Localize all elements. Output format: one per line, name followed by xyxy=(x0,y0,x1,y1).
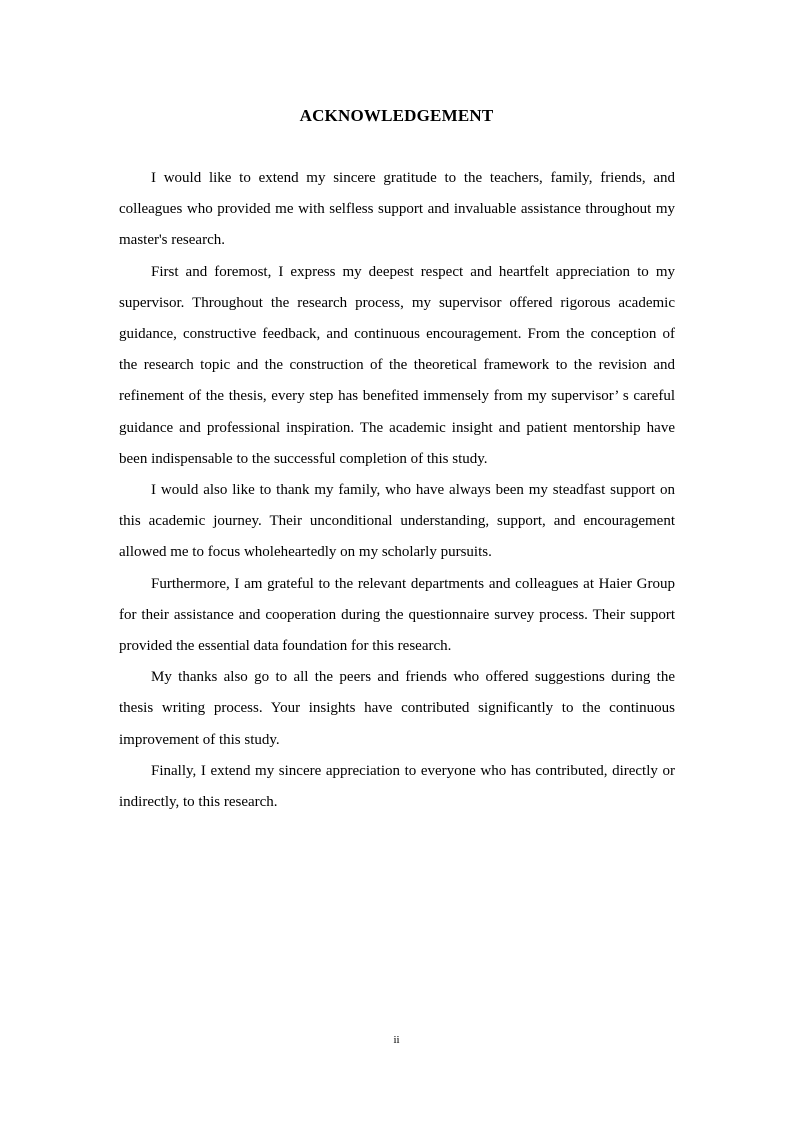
paragraph-final-thanks: Finally, I extend my sincere appreciation to everyone who has contributed, directly or indirectly, to this research. xyxy=(119,762,675,811)
acknowledgement-body xyxy=(119,163,675,818)
paragraph-gratitude: I would like to extend my sincere gratitude to the teachers, family, friends, and colleagues who provided me with selfless support and invaluable assistance throughout my master's research. xyxy=(119,170,675,249)
paragraph-haier-group: Furthermore, I am grateful to the relevant departments and colleagues at Haier Group for their assistance and cooperation during the questionnaire survey process. Their support provided the essential data foundation for this research. xyxy=(119,575,675,655)
paragraph-peers-friends: My thanks also go to all the peers and friends who offered suggestions during the thesis writing process. Your insights have contributed significantly to the continuous improvement of this study. xyxy=(119,669,675,748)
page-number: ii xyxy=(393,1034,400,1046)
page-title: ACKNOWLEDGEMENT xyxy=(299,106,494,125)
paragraph-family: I would also like to thank my family, who have always been my steadfast support on this academic journey. Their unconditional understanding, support, and encouragement allowed me to focus wholeheartedly on my scholarly pursuits. xyxy=(119,482,675,561)
paragraph-supervisor: First and foremost, I express my deepest respect and heartfelt appreciation to my supervisor. Throughout the research process, my supervisor offered rigorous academic guidance, constructive feedback, and continuous encouragement. From the conception of the research topic and the construction of the theoretical framework to the revision and refinement of the thesis, every step has benefited immensely from my supervisor’ s careful guidance and professional inspiration. The academic insight and patient mentorship have been indispensable to the successful completion of this study. xyxy=(119,263,675,467)
